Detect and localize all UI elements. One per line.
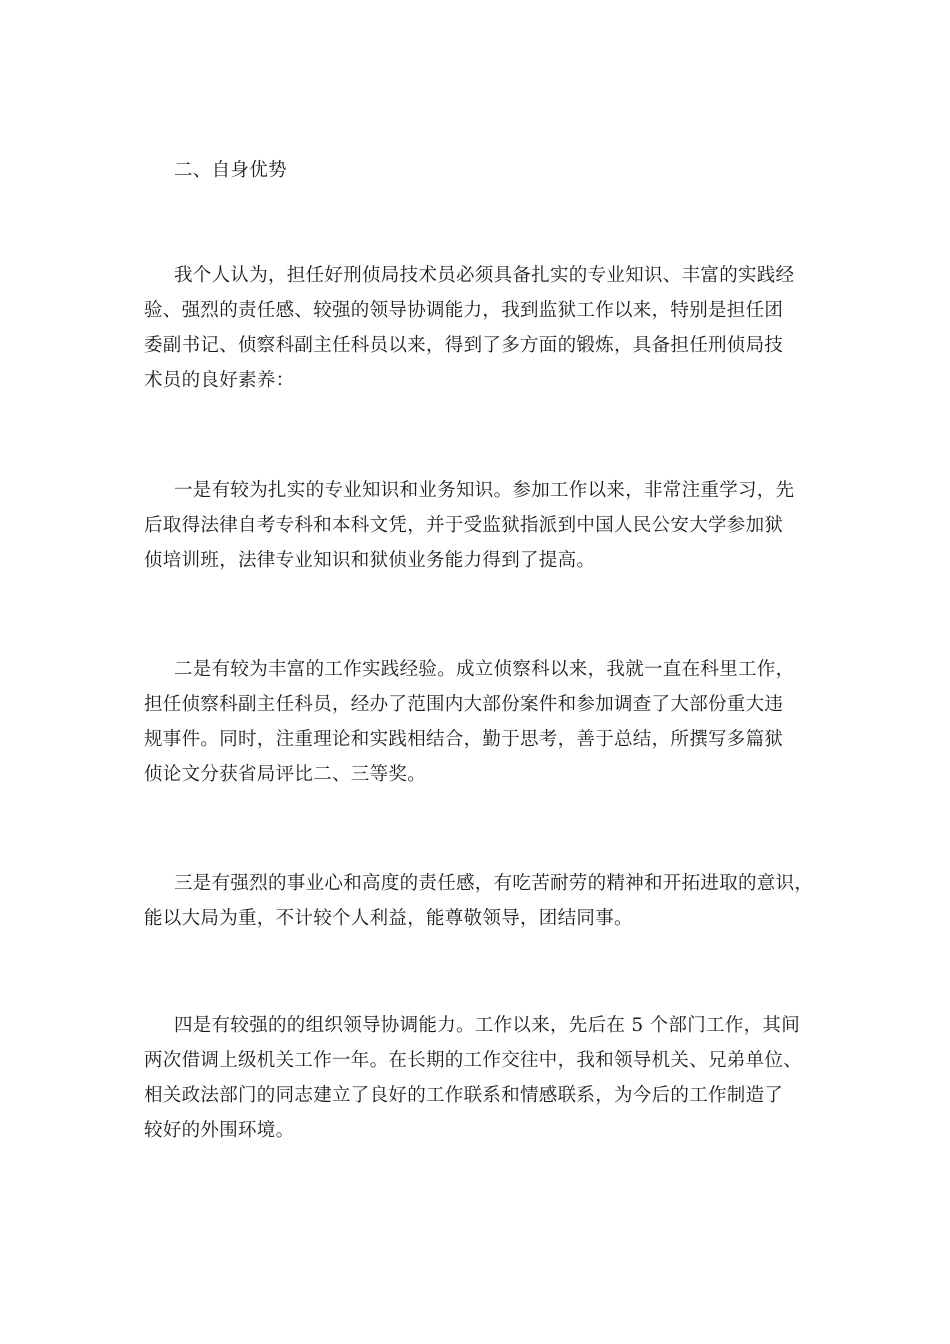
paragraph-4-line-1: 三是有强烈的事业心和高度的责任感，有吃苦耐劳的精神和开拓进取的意识， bbox=[174, 873, 814, 894]
paragraph-5-line-1: 四是有较强的的组织领导协调能力。工作以来，先后在 5 个部门工作，其间 bbox=[174, 1015, 801, 1036]
paragraph-1-line-2: 验、强烈的责任感、较强的领导协调能力，我到监狱工作以来，特别是担任团 bbox=[144, 300, 784, 321]
paragraph-5-line-2: 两次借调上级机关工作一年。在长期的工作交往中，我和领导机关、兄弟单位、 bbox=[144, 1050, 803, 1071]
paragraph-2-line-1: 一是有较为扎实的专业知识和业务知识。参加工作以来，非常注重学习，先 bbox=[174, 480, 795, 501]
paragraph-1-line-1: 我个人认为，担任好刑侦局技术员必须具备扎实的专业知识、丰富的实践经 bbox=[174, 265, 795, 286]
paragraph-3-line-3: 规事件。同时，注重理论和实践相结合，勤于思考，善于总结，所撰写多篇狱 bbox=[144, 729, 784, 750]
paragraph-1-line-4: 术员的良好素养： bbox=[144, 370, 295, 391]
section-heading: 二、自身优势 bbox=[174, 160, 287, 181]
paragraph-1-line-3: 委副书记、侦察科副主任科员以来，得到了多方面的锻炼，具备担任刑侦局技 bbox=[144, 335, 784, 356]
paragraph-3-line-2: 担任侦察科副主任科员，经办了范围内大部份案件和参加调查了大部份重大违 bbox=[144, 694, 784, 715]
paragraph-5-line-3: 相关政法部门的同志建立了良好的工作联系和情感联系，为今后的工作制造了 bbox=[144, 1085, 784, 1106]
paragraph-4-line-2: 能以大局为重，不计较个人利益，能尊敬领导，团结同事。 bbox=[144, 908, 633, 929]
paragraph-5-line-4: 较好的外围环境。 bbox=[144, 1120, 295, 1141]
paragraph-2-line-2: 后取得法律自考专科和本科文凭，并于受监狱指派到中国人民公安大学参加狱 bbox=[144, 515, 784, 536]
paragraph-3-line-4: 侦论文分获省局评比二、三等奖。 bbox=[144, 764, 427, 785]
paragraph-3-line-1: 二是有较为丰富的工作实践经验。成立侦察科以来，我就一直在科里工作， bbox=[174, 659, 795, 680]
paragraph-2-line-3: 侦培训班，法律专业知识和狱侦业务能力得到了提高。 bbox=[144, 550, 596, 571]
